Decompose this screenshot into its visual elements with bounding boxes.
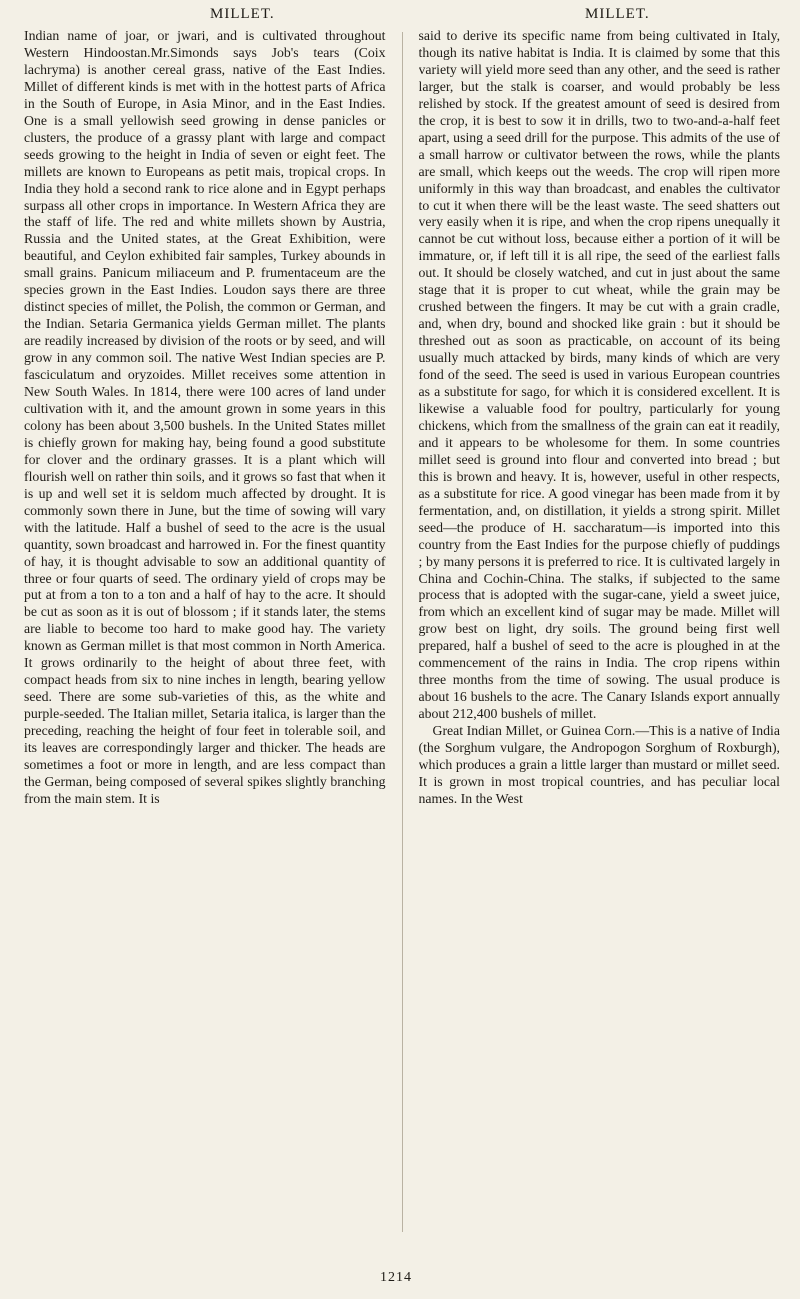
text-columns: [24, 28, 780, 1263]
left-column-paragraph: Indian name of joar, or jwari, and is cultivated throughout Western Hindoostan.Mr.Simonds says Job's tears (Coix lachryma) is another cereal grass, native of the East Indies. Millet of different kinds is met with in the hottest parts of Africa in the South of Europe, in Asia Minor, and in the East Indies. One is a small yellowish seed growing in dense panicles or clusters, the produce of a grassy plant with large and compact seeds growing to the height in India of seven or eight feet. The millets are known to Europeans as petit mais, tropical crops. In India they hold a second rank to rice alone and in Egypt perhaps surpass all other crops in importance. In Western Africa they are the staff of life. The red and white millets shown by Austria, Russia and the United states, at the Great Exhibition, were beautiful, and Ceylon exhibited fair samples, Turkey abounds in small grains. Panicum miliaceum and P. frumentaceum are the species grown in the East Indies. Loudon says there are three distinct species of millet, the Polish, the common or German, and the Indian. Setaria Germanica yields German millet. The plants are readily increased by division of the roots or by seed, and will grow in any common soil. The native West Indian species are P. fasciculatum and oryzoides. Millet receives some attention in New South Wales. In 1814, there were 100 acres of land under cultivation with it, and the amount grown in some years in this colony has been about 3,500 bushels. In the United States millet is chiefly grown for making hay, being found a good substitute for clover and the ordinary grasses. It is a plant which will flourish well on rather thin soils, and it grows so fast that when it is up and well set it is seldom much affected by drought. It is commonly sown there in June, but the time of sowing will vary with the latitude. Half a bushel of seed to the acre is the usual quantity, sown broadcast and harrowed in. For the finest quantity of hay, it is thought advisable to sow an additional quantity of three or four quarts of seed. The ordinary yield of crops may be put at from a ton to a ton and a half of hay to the acre. It should be cut as soon as it is out of blossom ; if it stands later, the stems are liable to become too hard to make good hay. The variety known as German millet is that most common in North America. It grows ordinarily to the height of about three feet, with compact heads from six to nine inches in length, bearing yellow seed. There are some sub-varieties of this, as the white and purple-seeded. The Italian millet, Setaria italica, is larger than the preceding, reaching the height of four feet in tolerable soil, and its leaves are correspondingly larger and thicker. The heads are sometimes a foot or more in length, and are less compact than the German, being composed of several spikes slightly branching from the main stem. It is: [24, 28, 386, 806]
running-head-right: MILLET.: [585, 6, 650, 22]
great-indian-millet-paragraph: Great Indian Millet, or Guinea Corn.—This is a native of India (the Sorghum vulgare, the Andropogon Sorghum of Roxburgh), which produces a grain a little larger than mustard or millet seed. It is grown in most tropical countries, and has peculiar local names. In the West: [418, 723, 781, 806]
page-number: 1214: [380, 1270, 412, 1285]
right-column-paragraph: said to derive its specific name from being cultivated in Italy, though its native habitat is India. It is claimed by some that this variety will yield more seed than any other, and the seed is rather larger, but the stalk is coarser, and would probably be less relished by stock. If the greatest amount of seed is desired from the crop, it is best to sow it in drills, two to two-and-a-half feet apart, using a seed drill for the purpose. This admits of the use of a small harrow or cultivator between the rows, while the plants are small, which keeps out the weeds. The crop will ripen more uniformly in this way than broadcast, and enables the cultivator to cut it when there will be the least waste. The seed shatters out very easily when it is ripe, and when the crop ripens unequally it cannot be cut without loss, because either a portion of it will be immature, or, if left till it is all ripe, the seed of the earliest falls out. It should be closely watched, and cut in just about the same stage that it is proper to cut wheat, while the grain may be crushed between the fingers. It may be cut with a grain cradle, and, when dry, bound and shocked like grain : but it should be threshed out as soon as practicable, on account of its being usually much attacked by birds, many kinds of which are very fond of the seed. The seed is used in various European countries as a substitute for sago, for which it is considered excellent. It is likewise a valuable food for poultry, particularly for young chickens, which from the smallness of the grain can eat it readily, and it appears to be wholesome for them. In some countries millet seed is ground into flour and converted into bread ; but this is brown and heavy. It is, however, useful in other respects, as a substitute for rice. A good vinegar has been made from it by fermentation, and, on distillation, it yields a strong spirit. Millet seed—the produce of H. saccharatum—is imported into this country from the East Indies for the purpose chiefly of puddings ; by many persons it is preferred to rice. It is cultivated largely in China and Cochin-China. The stalks, if subjected to the same process that is adopted with the sugar-cane, yield a sweet juice, from which an excellent kind of sugar may be made. Millet will grow best on light, dry soils. The ground being first well prepared, half a bushel of seed to the acre is ploughed in at the commencement of the rains in India. The crop ripens within three months from the time of sowing. The usual produce is about 16 bushels to the acre. The Canary Islands export annually about 212,400 bushels of millet.: [418, 28, 781, 722]
page-header: [0, 6, 800, 26]
right-column: [419, 28, 781, 1263]
column-divider: [402, 32, 403, 1232]
running-head-left: MILLET.: [210, 6, 275, 22]
left-column: [24, 28, 386, 1263]
